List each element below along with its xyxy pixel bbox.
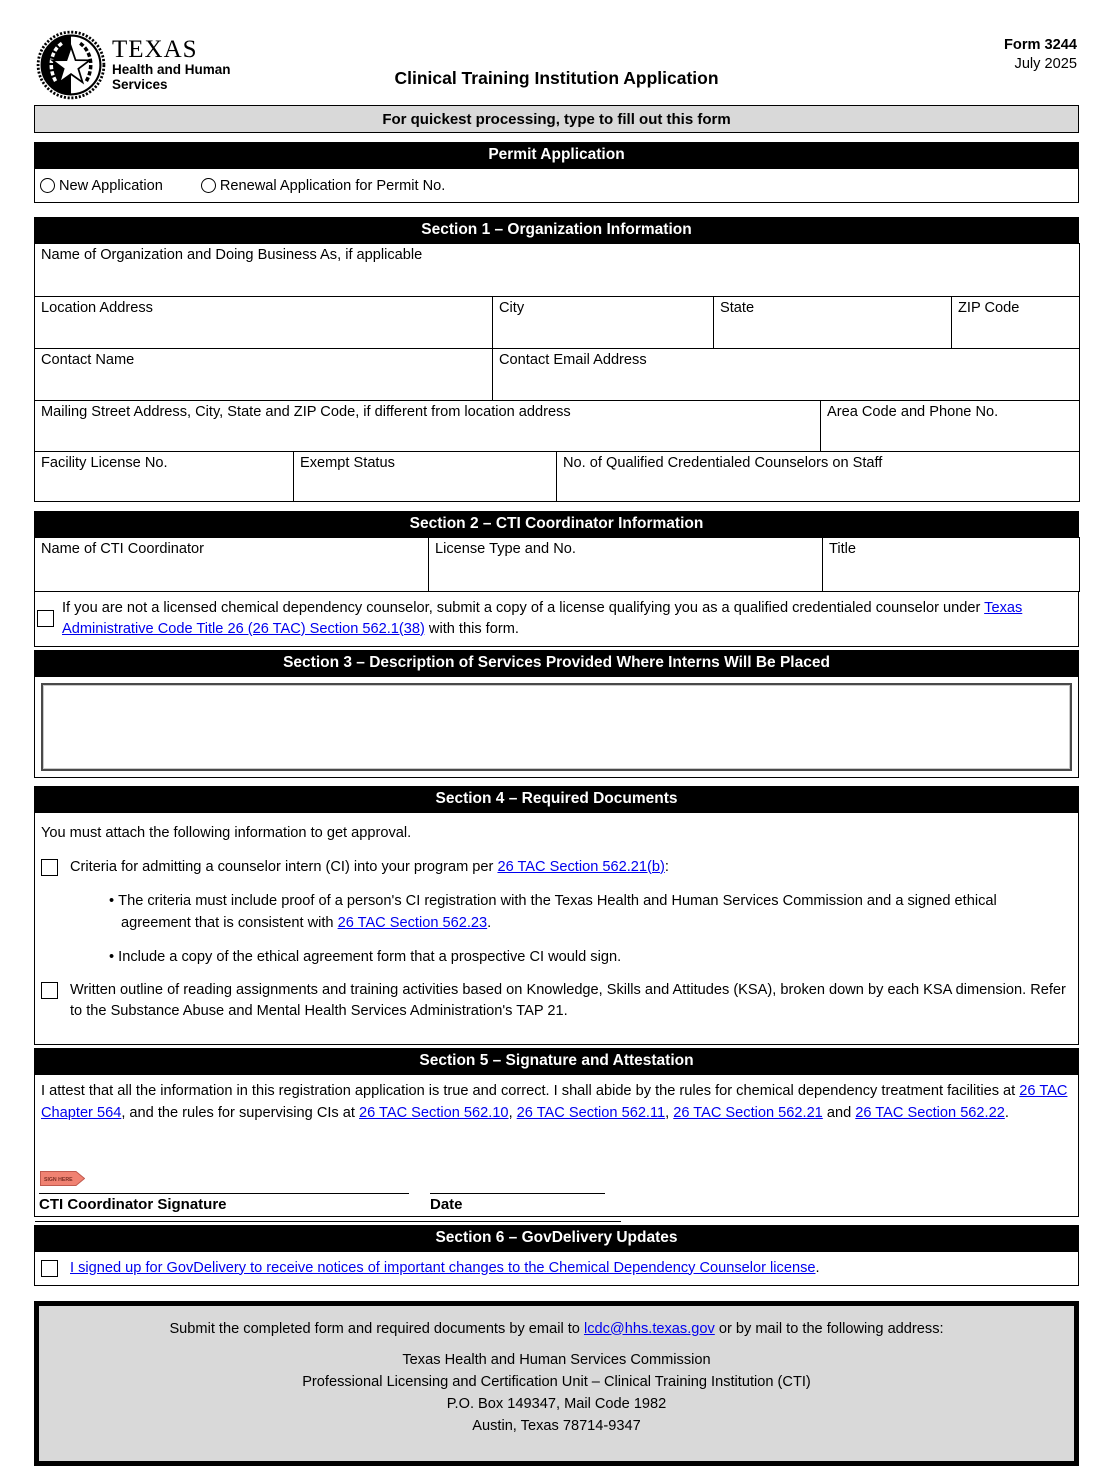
signature-label: CTI Coordinator Signature — [39, 1195, 227, 1213]
govdelivery-link[interactable]: I signed up for GovDelivery to receive notices of important changes to the Chemical Dependency Counselor license — [70, 1259, 816, 1276]
date-input[interactable] — [430, 1193, 605, 1194]
contact-name-label: Contact Name — [41, 352, 135, 368]
location-address-label: Location Address — [41, 300, 153, 316]
section-6-header: Section 6 – GovDelivery Updates — [34, 1225, 1079, 1251]
phone-field[interactable] — [821, 401, 1080, 452]
svg-text:SIGN HERE: SIGN HERE — [44, 1176, 73, 1183]
address-line-1: Texas Health and Human Services Commission — [402, 1351, 711, 1368]
exempt-status-field[interactable] — [294, 452, 557, 502]
exempt-status-label: Exempt Status — [300, 455, 395, 471]
facility-license-label: Facility License No. — [41, 455, 168, 471]
mailing-address-field[interactable] — [35, 401, 821, 452]
state-label: State — [720, 300, 755, 316]
form-header — [34, 0, 1079, 105]
required-documents-intro: You must attach the following information to get approval. — [41, 824, 412, 841]
signature-lines — [39, 1193, 1039, 1194]
tac-562-21-link[interactable]: 26 TAC Section 562.21 — [673, 1104, 823, 1121]
tac-562-22-link[interactable]: 26 TAC Section 562.22 — [855, 1104, 1005, 1121]
services-description-input[interactable] — [41, 683, 1072, 771]
new-application-label: New Application — [59, 177, 163, 194]
tac-562-10-link[interactable]: 26 TAC Section 562.10 — [359, 1104, 509, 1121]
form-number: Form 3244 — [1003, 37, 1077, 53]
qualified-counselor-text: If you are not a licensed chemical dependency counselor, submit a copy of a license qualifying you as a qualified credentialed counselor under Texas Administrative Code Title 26 (26 TAC) Section 562.1(38) with this form. — [62, 599, 1023, 637]
state-field[interactable] — [714, 297, 952, 349]
criteria-checkbox[interactable] — [41, 859, 58, 876]
section-5-header: Section 5 – Signature and Attestation — [34, 1048, 1079, 1074]
ksa-outline-text: Written outline of reading assignments and training activities based on Knowledge, Skills and Attitudes (KSA), broken down by each KSA dimension. Refer to the Substance Abuse and Mental Health Services Administration's TAP 21. — [70, 981, 1066, 1019]
criteria-check-item — [39, 857, 1068, 878]
form-date: July 2025 — [1014, 56, 1077, 72]
org-name-field[interactable] — [35, 244, 1080, 297]
tac-562-23-link[interactable]: 26 TAC Section 562.23 — [337, 914, 488, 931]
tac-562-1-38-link[interactable]: Texas Administrative Code Title 26 (26 TAC) Section 562.1(38) — [62, 599, 1023, 637]
counselors-count-label: No. of Qualified Credentialed Counselors on Staff — [563, 455, 883, 471]
facility-license-field[interactable] — [35, 452, 294, 502]
city-label: City — [499, 300, 525, 316]
zip-code-field[interactable] — [952, 297, 1080, 349]
mailing-address-label: Mailing Street Address, City, State and ZIP Code, if different from location address — [41, 404, 571, 420]
services-description-box — [34, 676, 1079, 778]
organization-info-table — [34, 243, 1080, 502]
qualified-counselor-checkbox[interactable] — [37, 610, 54, 627]
coordinator-title-field[interactable] — [823, 538, 1080, 592]
page-title: Clinical Training Institution Application — [394, 68, 719, 88]
email-link[interactable]: lcdc@hhs.texas.gov — [583, 1320, 715, 1337]
address-line-2: Professional Licensing and Certification Unit – Clinical Training Institution (CTI) — [302, 1373, 811, 1390]
criteria-bullet-1: • The criteria must include proof of a person's CI registration with the Texas Health and Human Services Commission and a signed ethical agreement that is consistent with 26 TAC Section 562.23. — [109, 890, 1068, 934]
govdelivery-text: I signed up for GovDelivery to receive notices of important changes to the Chemical Dependency Counselor license. — [70, 1259, 820, 1276]
attestation-text: I attest that all the information in this registration application is true and correct. I shall abide by the rules for chemical dependency treatment facilities at 26 TAC Chapter 564, and the rules for supervising CIs at 26 TAC Section 562.10, 26 TAC Section 562.11, 26 TAC Section 562.21 and 26 TAC Section 562.22. — [41, 1082, 1068, 1121]
ksa-outline-checkbox[interactable] — [41, 982, 58, 999]
tac-562-21b-link[interactable]: 26 TAC Section 562.21(b) — [497, 858, 665, 875]
city-field[interactable] — [493, 297, 714, 349]
date-label: Date — [430, 1195, 463, 1213]
ksa-outline-check-item — [39, 980, 1068, 1022]
coordinator-name-field[interactable] — [35, 538, 429, 592]
address-line-4: Austin, Texas 78714-9347 — [472, 1417, 641, 1434]
phone-label: Area Code and Phone No. — [827, 404, 999, 420]
section-4-header: Section 4 – Required Documents — [34, 786, 1079, 812]
radio-option-renewal-application[interactable] — [201, 178, 446, 194]
logo-hhs-line1: Health and Human — [112, 62, 231, 77]
criteria-bullet-2: • Include a copy of the ethical agreement form that a prospective CI would sign. — [109, 946, 1068, 968]
renewal-application-radio[interactable] — [201, 178, 216, 193]
signature-labels — [39, 1196, 1039, 1213]
tac-chapter-564-link[interactable]: 26 TAC Chapter 564 — [41, 1082, 1068, 1121]
logo-texas-text: TEXAS — [112, 36, 198, 63]
submission-instructions: Submit the completed form and required documents by email to lcdc@hhs.texas.gov or by mail to the following address: — [169, 1320, 944, 1337]
counselors-count-field[interactable] — [557, 452, 1080, 502]
license-type-label: License Type and No. — [435, 541, 576, 557]
contact-name-field[interactable] — [35, 349, 493, 401]
signature-input[interactable] — [39, 1193, 409, 1194]
submission-footer — [34, 1301, 1079, 1466]
org-name-label: Name of Organization and Doing Business As, if applicable — [41, 247, 423, 263]
license-type-field[interactable] — [429, 538, 823, 592]
required-documents-box — [34, 812, 1079, 1045]
location-address-field[interactable] — [35, 297, 493, 349]
section-1-header: Section 1 – Organization Information — [34, 217, 1079, 243]
form-meta — [1004, 36, 1077, 74]
govdelivery-check-row — [34, 1251, 1079, 1286]
new-application-radio[interactable] — [40, 178, 55, 193]
renewal-application-label: Renewal Application for Permit No. — [219, 177, 446, 194]
zip-code-label: ZIP Code — [958, 300, 1020, 316]
tac-562-11-link[interactable]: 26 TAC Section 562.11 — [516, 1104, 666, 1121]
permit-application-header: Permit Application — [34, 142, 1079, 168]
govdelivery-checkbox[interactable] — [41, 1260, 58, 1277]
texas-state-seal-icon — [36, 30, 106, 100]
section-2-header: Section 2 – CTI Coordinator Information — [34, 511, 1079, 537]
contact-email-field[interactable] — [493, 349, 1080, 401]
signature-underline — [35, 1221, 621, 1222]
logo-hhs-line2: Services — [112, 77, 168, 92]
address-line-3: P.O. Box 149347, Mail Code 1982 — [446, 1395, 667, 1412]
signature-attestation-box — [34, 1074, 1079, 1217]
contact-email-label: Contact Email Address — [499, 352, 647, 368]
criteria-text: Criteria for admitting a counselor intern (CI) into your program per 26 TAC Section 562.21(b): — [70, 858, 669, 875]
instruction-banner: For quickest processing, type to fill out this form — [34, 105, 1079, 133]
permit-type-row — [34, 168, 1079, 203]
radio-option-new-application[interactable] — [40, 178, 163, 194]
section-3-header: Section 3 – Description of Services Provided Where Interns Will Be Placed — [34, 650, 1079, 676]
qualified-counselor-check-row — [34, 591, 1079, 647]
coordinator-title-label: Title — [829, 541, 857, 557]
coordinator-info-table — [34, 537, 1080, 592]
coordinator-name-label: Name of CTI Coordinator — [41, 541, 205, 557]
hhs-logo — [36, 30, 231, 100]
sign-here-tag-icon[interactable] — [40, 1171, 85, 1186]
